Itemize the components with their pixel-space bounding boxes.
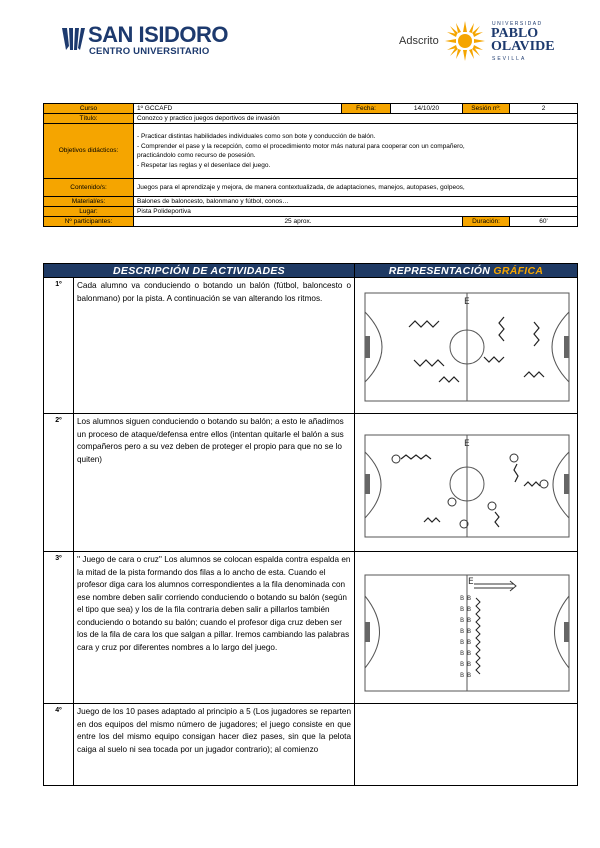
contenidos-value: Juegos para el aprendizaje y mejora, de manera contextualizada, de adaptaciones, manejos, autopases, golpeos, <box>134 179 578 197</box>
fecha-value: 14/10/20 <box>391 104 463 114</box>
court-letter-label: E <box>468 577 474 587</box>
logo-right-top: UNIVERSIDAD <box>492 21 543 27</box>
objetivo-item: - Respetar las reglas y el desenlace del juego. <box>137 161 271 169</box>
logo-right-bottom: SEVILLA <box>492 56 527 62</box>
adscrito-label: Adscrito <box>399 35 439 47</box>
player-mark: B <box>467 606 472 613</box>
activity-description <box>74 552 355 704</box>
san-isidoro-emblem-icon <box>60 26 86 52</box>
titulo-value: Conozco y practico juegos deportivos de invasión <box>134 114 578 124</box>
objetivos-label: Objetivos didácticos: <box>44 124 134 179</box>
player-mark: B <box>460 639 465 646</box>
activities-table <box>43 263 578 786</box>
participantes-label: Nº participantes: <box>44 217 134 227</box>
activity-diagram-cell <box>355 704 578 786</box>
curso-value: 1º GCCAFD <box>134 104 342 114</box>
participantes-value: 25 aprox. <box>134 217 463 227</box>
activity-text: '' Juego de cara o cruz'' Los alumnos se colocan espalda contra espalda en la mitad de la pista formando dos filas a lo ancho de esta. Cuando el profesor diga cara los alumnos correspondientes a la fila denominada con ese nombre deben salir corriendo conduciendo o botando su balón (según el tipo que sea) y los de la fila contraria deben salir a pillarlos también conduciendo o botando su balón; cuando el profesor diga cruz deben ser los de la fila de cara los que salgan a pillar. Iremos cambiando las palabras cara y cruz por diferentes nombres a lo largo del juego. <box>77 555 351 652</box>
court-diagram-3 <box>364 574 570 692</box>
curso-label: Curso <box>44 104 134 114</box>
session-info-table <box>43 103 578 227</box>
activity-number: 3º <box>44 552 74 704</box>
sesion-label: Sesión nº: <box>463 104 510 114</box>
activity-text: Los alumnos siguen conduciendo o botando su balón; a esto le añadimos un proceso de ataque/defensa entre ellos (intentan quitarle el balón a sus compañeros pero a su vez deben de proteger el propio para que no se lo quiten) <box>77 417 344 464</box>
player-mark: B <box>467 617 472 624</box>
duracion-label: Duración: <box>463 217 510 227</box>
court-diagram-2 <box>364 434 570 538</box>
col-descripcion-header: DESCRIPCIÓN DE ACTIVIDADES <box>44 264 355 278</box>
pablo-olavide-logo <box>444 18 554 66</box>
objetivo-item: - Practicar distintas habilidades individuales como son bote y conducción de balón. <box>137 133 376 140</box>
activity-description <box>74 704 355 786</box>
player-mark: B <box>460 672 465 679</box>
fecha-label: Fecha: <box>342 104 391 114</box>
objetivos-list <box>134 124 578 179</box>
rep-header-a: REPRESENTACIÓN <box>388 264 491 277</box>
lugar-value: Pista Polideportiva <box>134 207 578 217</box>
player-mark: B <box>467 672 472 679</box>
player-mark: B <box>467 650 472 657</box>
player-mark: B <box>460 617 465 624</box>
activity-diagram-cell <box>355 552 578 704</box>
player-mark: B <box>467 661 472 668</box>
court-letter-label: E <box>464 297 470 307</box>
player-marks <box>460 595 471 679</box>
activity-number: 1º <box>44 278 74 414</box>
logo-right-line2: OLAVIDE <box>491 39 555 54</box>
contenidos-label: Contenido/s: <box>44 179 134 197</box>
objetivo-item: - Comprender el pase y la recepción, como el procedimiento motor más natural para cooperar con un compañero, <box>137 142 465 150</box>
activity-number: 4º <box>44 704 74 786</box>
player-mark: B <box>467 595 472 602</box>
san-isidoro-logo <box>60 22 228 60</box>
player-mark: B <box>460 661 465 668</box>
court-diagram-1 <box>364 292 570 402</box>
activity-description <box>74 278 355 414</box>
objetivo-item: practicándolo como recurso de posesión. <box>137 152 256 159</box>
material-value: Balones de baloncesto, balonmano y fútbol, conos… <box>134 197 578 207</box>
duracion-value: 60' <box>510 217 578 227</box>
player-mark: B <box>467 628 472 635</box>
titulo-label: Título: <box>44 114 134 124</box>
player-mark: B <box>460 595 465 602</box>
activity-text: Cada alumno va conduciendo o botando un balón (fútbol, baloncesto o balonmano) por la pista. A continuación se van alterando los ritmos. <box>77 281 351 303</box>
material-label: Material/es: <box>44 197 134 207</box>
activity-diagram-cell <box>355 278 578 414</box>
player-mark: B <box>467 639 472 646</box>
logo-right-line1: PABLO <box>491 26 539 41</box>
player-mark: B <box>460 606 465 613</box>
activity-text: Juego de los 10 pases adaptado al principio a 5 (Los jugadores se reparten en dos equipos del mismo número de jugadores; el juego consiste en que entre los del mismo equipo consigan hacer diez pases, sin que la pelota caiga al suelo ni sea tocada por un jugador contrario); al comienzo <box>77 707 351 754</box>
logo-left-name: SAN ISIDORO <box>88 22 228 47</box>
activity-diagram-cell <box>355 414 578 552</box>
court-letter-label: E <box>464 439 470 449</box>
player-mark: B <box>460 628 465 635</box>
logo-left-sub: CENTRO UNIVERSITARIO <box>89 46 210 57</box>
sun-emblem-icon <box>444 20 486 62</box>
activity-number: 2º <box>44 414 74 552</box>
sesion-value: 2 <box>510 104 578 114</box>
rep-header-b: GRÁFICA <box>493 264 544 277</box>
activity-description <box>74 414 355 552</box>
player-mark: B <box>460 650 465 657</box>
lugar-label: Lugar: <box>44 207 134 217</box>
col-representacion-header <box>355 264 578 278</box>
